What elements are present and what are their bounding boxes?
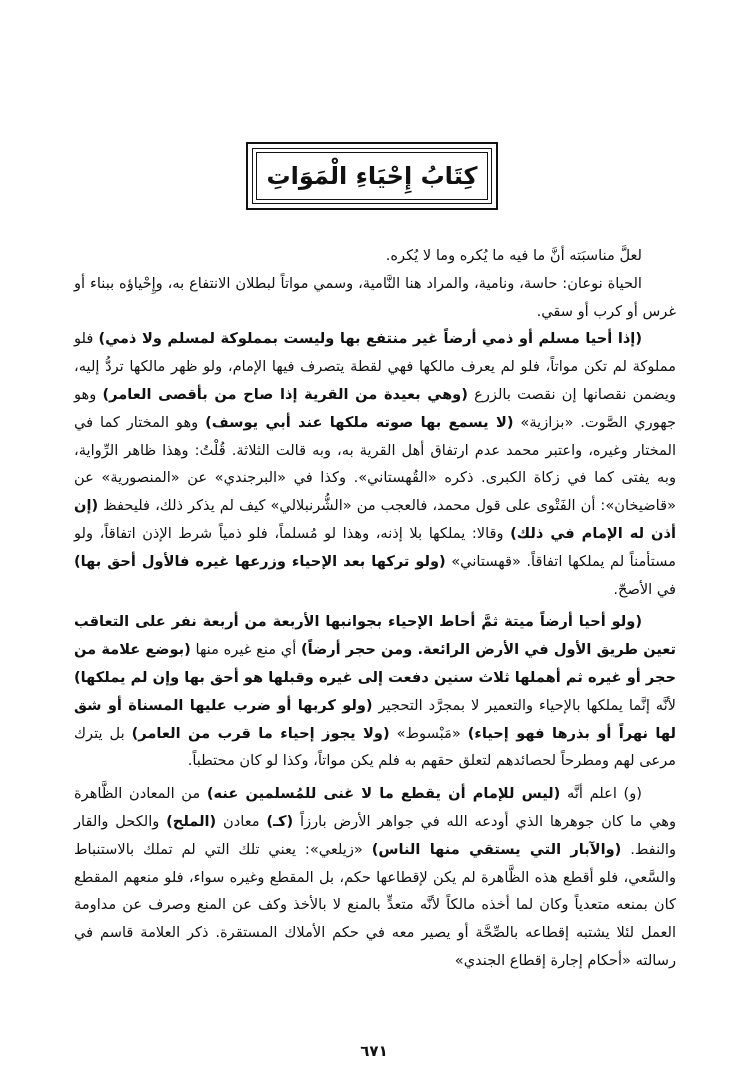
- commentary-text: من المعادن الظَّاهرة وهي ما كان جوهرها الذي أودعه الله في جواهر الأرض بارزاً: [74, 785, 676, 830]
- matn-text: (الملح): [166, 812, 217, 830]
- matn-text: (إذا أحيا مسلم أو ذمي أرضاً غير منتفع بها وليست بمملوكة لمسلم ولا ذمي): [98, 330, 642, 348]
- matn-text: (ولا يجوز إحياء ما قرب من العامر): [131, 724, 390, 742]
- commentary-text: فلو مملوكة لم تكن مواتاً، فلو لم يعرف مالكها فهي لقطة يتصرف فيها الإمام، ولو ظهر مالكها تردُّ إليه، ويضمن نقصانها إن نقصت بالزرع: [74, 330, 676, 403]
- commentary-text: (و) اعلم أنَّه: [560, 785, 642, 803]
- body-text: [74, 242, 676, 975]
- matn-text: (إن أذن له الإمام في ذلك): [74, 497, 677, 542]
- commentary-text: لعلَّ مناسبَته أنَّ ما فيه ما يُكره وما لا يُكره.: [385, 247, 642, 264]
- matn-text: (ولو كربها أو ضرب عليها المسناة أو شق لها نهراً أو بذرها فهو إحياء): [74, 696, 676, 742]
- page-number: ٦٧١: [360, 1042, 388, 1060]
- commentary-text: لأنَّه إنَّما يملكها بالإحياء والتعمير لا بمجرَّد التحجير: [372, 696, 676, 714]
- commentary-text: «زيلعي»: يعني تلك التي لم تملك بالاستنباط والسَّعي، فلو أقطع هذه الظَّاهرة لم يكن لإقطاعها حكم، بل المقطع وغيره سواء، فلو منعهم المقطع كان بمنعه متعدياً وكان لما أخذه مالكاً لأنَّه متعدٍّ بالمنع لا بالأخذ وكف عن المنع وصرف عن مداومة العمل لئلا يشتبه إقطاعه بالصِّحَّة أو يصير معه في حكم الأملاك المستقرة. ذكر العلامة قاسم في رسالته «أحكام إجارة إقطاع الجندي»: [74, 840, 676, 969]
- chapter-title-inner-frame: [252, 148, 492, 204]
- matn-text: (بوضع علامة من حجر أو غيره ثم أهملها ثلاث سنين دفعت إلى غيره وقبلها هو أحق بها وإن لم يملكها): [74, 641, 676, 686]
- chapter-title: كِتَابُ إِحْيَاءِ الْمَوَاتِ: [256, 152, 488, 200]
- paragraph: [74, 608, 676, 775]
- paragraph: [74, 270, 676, 326]
- paragraph: [74, 242, 676, 270]
- commentary-text: الحياة نوعان: حاسة، ونامية، والمراد هنا النَّامية، وسمي مواتاً لبطلان الانتفاع به، وإِحْياؤه ببناء أو غرس أو كرب أو سقي.: [74, 274, 676, 320]
- chapter-title-frame: [246, 142, 498, 210]
- commentary-text: «مَبْسوط»: [389, 724, 468, 742]
- matn-text: (ولو تركها بعد الإحياء وزرعها غيره فالأول أحق بها): [74, 552, 446, 570]
- matn-text: (كـ): [266, 812, 294, 830]
- commentary-text: بل يترك مرعى لهم ومطرحاً لحصائدهم لتعلق حقهم به فلم يكن مواتاً، وكذا لو كان محتطباً.: [74, 724, 676, 770]
- matn-text: (لا يسمع بها صوته ملكها عند أبي يوسف): [205, 413, 514, 431]
- matn-text: (ليس للإمام أن يقطع ما لا غنى للمُسلمين عنه): [206, 785, 561, 803]
- paragraph: [74, 780, 676, 975]
- commentary-text: في الأصحّ.: [613, 580, 676, 598]
- commentary-text: وقالا: يملكها بلا إذنه، وهذا لو مُسلماً، فلو ذمياً شرط الإذن اتفاقاً، ولو مستأمناً لم يملكها اتفاقاً. «قهستاني»: [74, 524, 676, 570]
- commentary-text: وهو المختار كما في المختار وغيره، واعتبر محمد عدم ارتفاق أهل القرية به، وبه قالت الثلاثة. قُلْتُ: وهذا ظاهر الرِّواية، وبه يفتى كما في زكاة الكبرى. ذكره «القُهستاني». وكذا في «البرجندي» عن «المنصورية» عن «قاضيخان»: أن الفَتْوى على قول محمد، فالعجب من «الشُّرنبلالي» كيف لم يذكر ذلك، فليحفظ: [74, 413, 676, 515]
- matn-text: (وهي بعيدة من القرية إذا صاح من بأقصى العامر): [102, 385, 468, 403]
- matn-text: (ولو أحيا أرضاً ميتة ثمَّ أحاط الإحياء بجوانبها الأربعة من أربعة نفر على التعاقب تعين طريق الأول في الأرض الرائعة. ومن حجر أرضاً): [74, 613, 676, 659]
- paragraph: [74, 325, 676, 603]
- matn-text: (والآبار التي يستقي منها الناس): [371, 840, 622, 858]
- commentary-text: وهو جهوري الصَّوت. «بزازية»: [74, 385, 676, 431]
- commentary-text: والكحل والقار والنفط.: [74, 812, 677, 858]
- commentary-text: أي منع غيره منها: [190, 641, 301, 659]
- commentary-text: معادن: [216, 812, 267, 830]
